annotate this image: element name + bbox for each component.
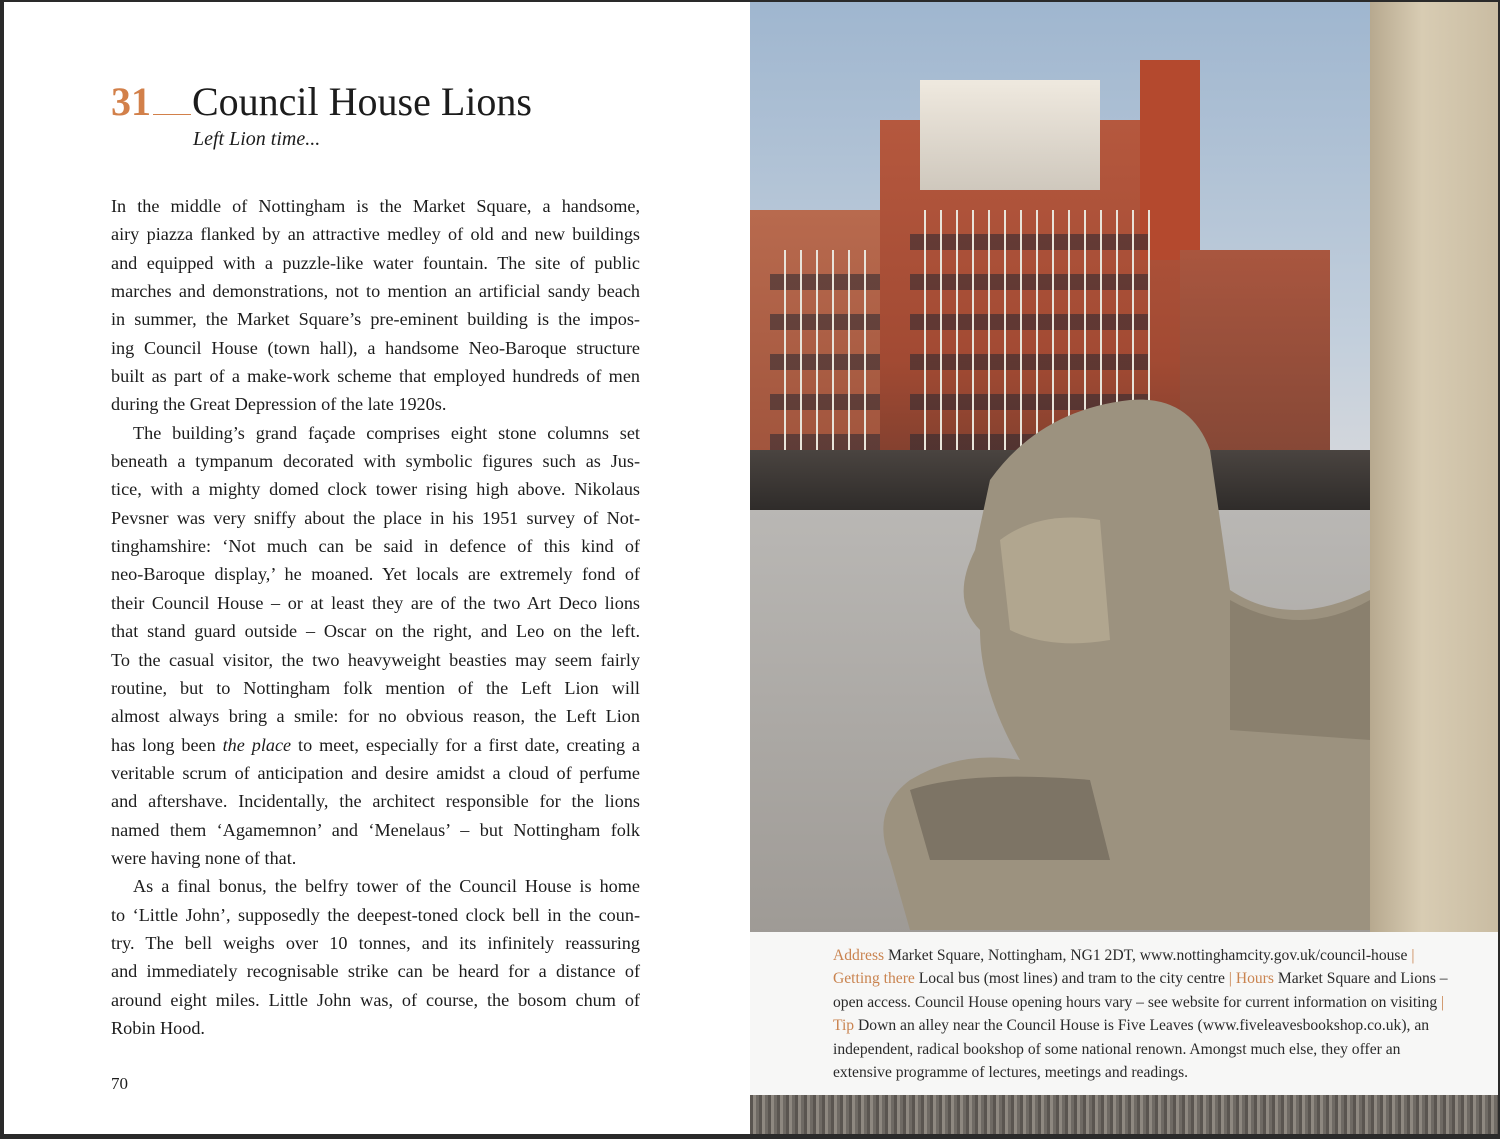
getting-there-text: Local bus (most lines) and tram to the city centre xyxy=(914,970,1229,988)
text-line: and equipped with a puzzle-like water fountain. The site of public xyxy=(111,252,640,273)
text-line: named them ‘Agamemnon’ and ‘Menelaus’ – but Nottingham folk xyxy=(111,819,640,840)
hours-text: Market Square and Lions – open access. Council House opening hours vary – see website for current information on visiting xyxy=(833,970,1448,1011)
text-line: during the Great Depression of the late 1920s. xyxy=(111,394,447,415)
tip-text: Down an alley near the Council House is Five Leaves (www.fiveleavesbookshop.co.uk), an independent, radical bookshop of some national renown. Amongst much else, they offer an extensive programme of lectures, meetings and readings. xyxy=(833,1017,1430,1082)
text-line: The building’s grand façade comprises eight stone columns set xyxy=(133,422,640,443)
text-line: veritable scrum of anticipation and desire amidst a cloud of perfume xyxy=(111,762,640,783)
heading-rule xyxy=(153,114,191,115)
text-line: routine, but to Nottingham folk mention of the Left Lion will xyxy=(111,677,640,698)
body-text xyxy=(111,192,640,1042)
text-line: To the casual visitor, the two heavyweight beasties may seem fairly xyxy=(111,649,640,670)
text-line: As a final bonus, the belfry tower of the Council House is home xyxy=(133,876,640,897)
tip-label: Tip xyxy=(833,1017,855,1035)
text-segment: has long been xyxy=(111,734,223,755)
page-number: 70 xyxy=(111,1074,128,1093)
text-line: in summer, the Market Square’s pre-eminent building is the impos- xyxy=(111,309,640,330)
text-line xyxy=(111,731,640,759)
text-line: to ‘Little John’, supposedly the deepest-toned clock bell in the coun- xyxy=(111,904,640,925)
text-line: In the middle of Nottingham is the Market Square, a handsome, xyxy=(111,196,640,216)
getting-there-label: Getting there xyxy=(833,970,915,988)
text-line: and aftershave. Incidentally, the architect responsible for the lions xyxy=(111,791,640,812)
chapter-heading xyxy=(111,78,532,126)
hours-label: Hours xyxy=(1235,970,1274,988)
text-line: built as part of a make-work scheme that employed hundreds of men xyxy=(111,366,640,387)
text-line: that stand guard outside – Oscar on the right, and Leo on the left. xyxy=(111,621,640,642)
text-line: try. The bell weighs over 10 tonnes, and its infinitely reassuring xyxy=(111,932,640,953)
text-line: and immediately recognisable strike can be heard for a distance of xyxy=(111,961,640,982)
separator: | xyxy=(1441,993,1445,1011)
chapter-subtitle: Left Lion time... xyxy=(193,128,321,150)
address-label: Address xyxy=(833,947,885,964)
text-line: Robin Hood. xyxy=(111,1017,205,1038)
text-line: marches and demonstrations, not to mention an artificial sandy beach xyxy=(111,281,640,302)
text-line: neo-Baroque display,’ he moaned. Yet locals are extremely fond of xyxy=(111,564,640,585)
text-line: tice, with a mighty domed clock tower rising high above. Nikolaus xyxy=(111,479,640,500)
text-line: Pevsner was very sniffy about the place in his 1951 survey of Not- xyxy=(111,507,640,528)
info-box xyxy=(750,932,1500,1095)
separator: | xyxy=(1228,970,1236,988)
text-line: almost always bring a smile: for no obvious reason, the Left Lion xyxy=(111,706,640,727)
chapter-number: 31 xyxy=(111,79,151,124)
text-segment: to meet, especially for a first date, creating a xyxy=(291,734,641,755)
text-line: their Council House – or at least they are of the two Art Deco lions xyxy=(111,592,640,613)
text-line: were having none of that. xyxy=(111,847,297,868)
separator: | xyxy=(1411,947,1415,964)
italic-phrase: the place xyxy=(222,734,292,755)
address-text: Market Square, Nottingham, NG1 2DT, www.nottinghamcity.gov.uk/council-house xyxy=(884,947,1412,964)
text-line: airy piazza flanked by an attractive medley of old and new buildings xyxy=(111,224,640,245)
lion-statue xyxy=(870,390,1390,930)
text-line: beneath a tympanum decorated with symbolic figures such as Jus- xyxy=(111,451,640,472)
chapter-title: Council House Lions xyxy=(192,79,532,124)
text-line: ing Council House (town hall), a handsome Neo-Baroque structure xyxy=(111,337,640,358)
text-line: tinghamshire: ‘Not much can be said in defence of this kind of xyxy=(111,536,640,557)
text-line: around eight miles. Little John was, of course, the bosom chum of xyxy=(111,989,640,1010)
